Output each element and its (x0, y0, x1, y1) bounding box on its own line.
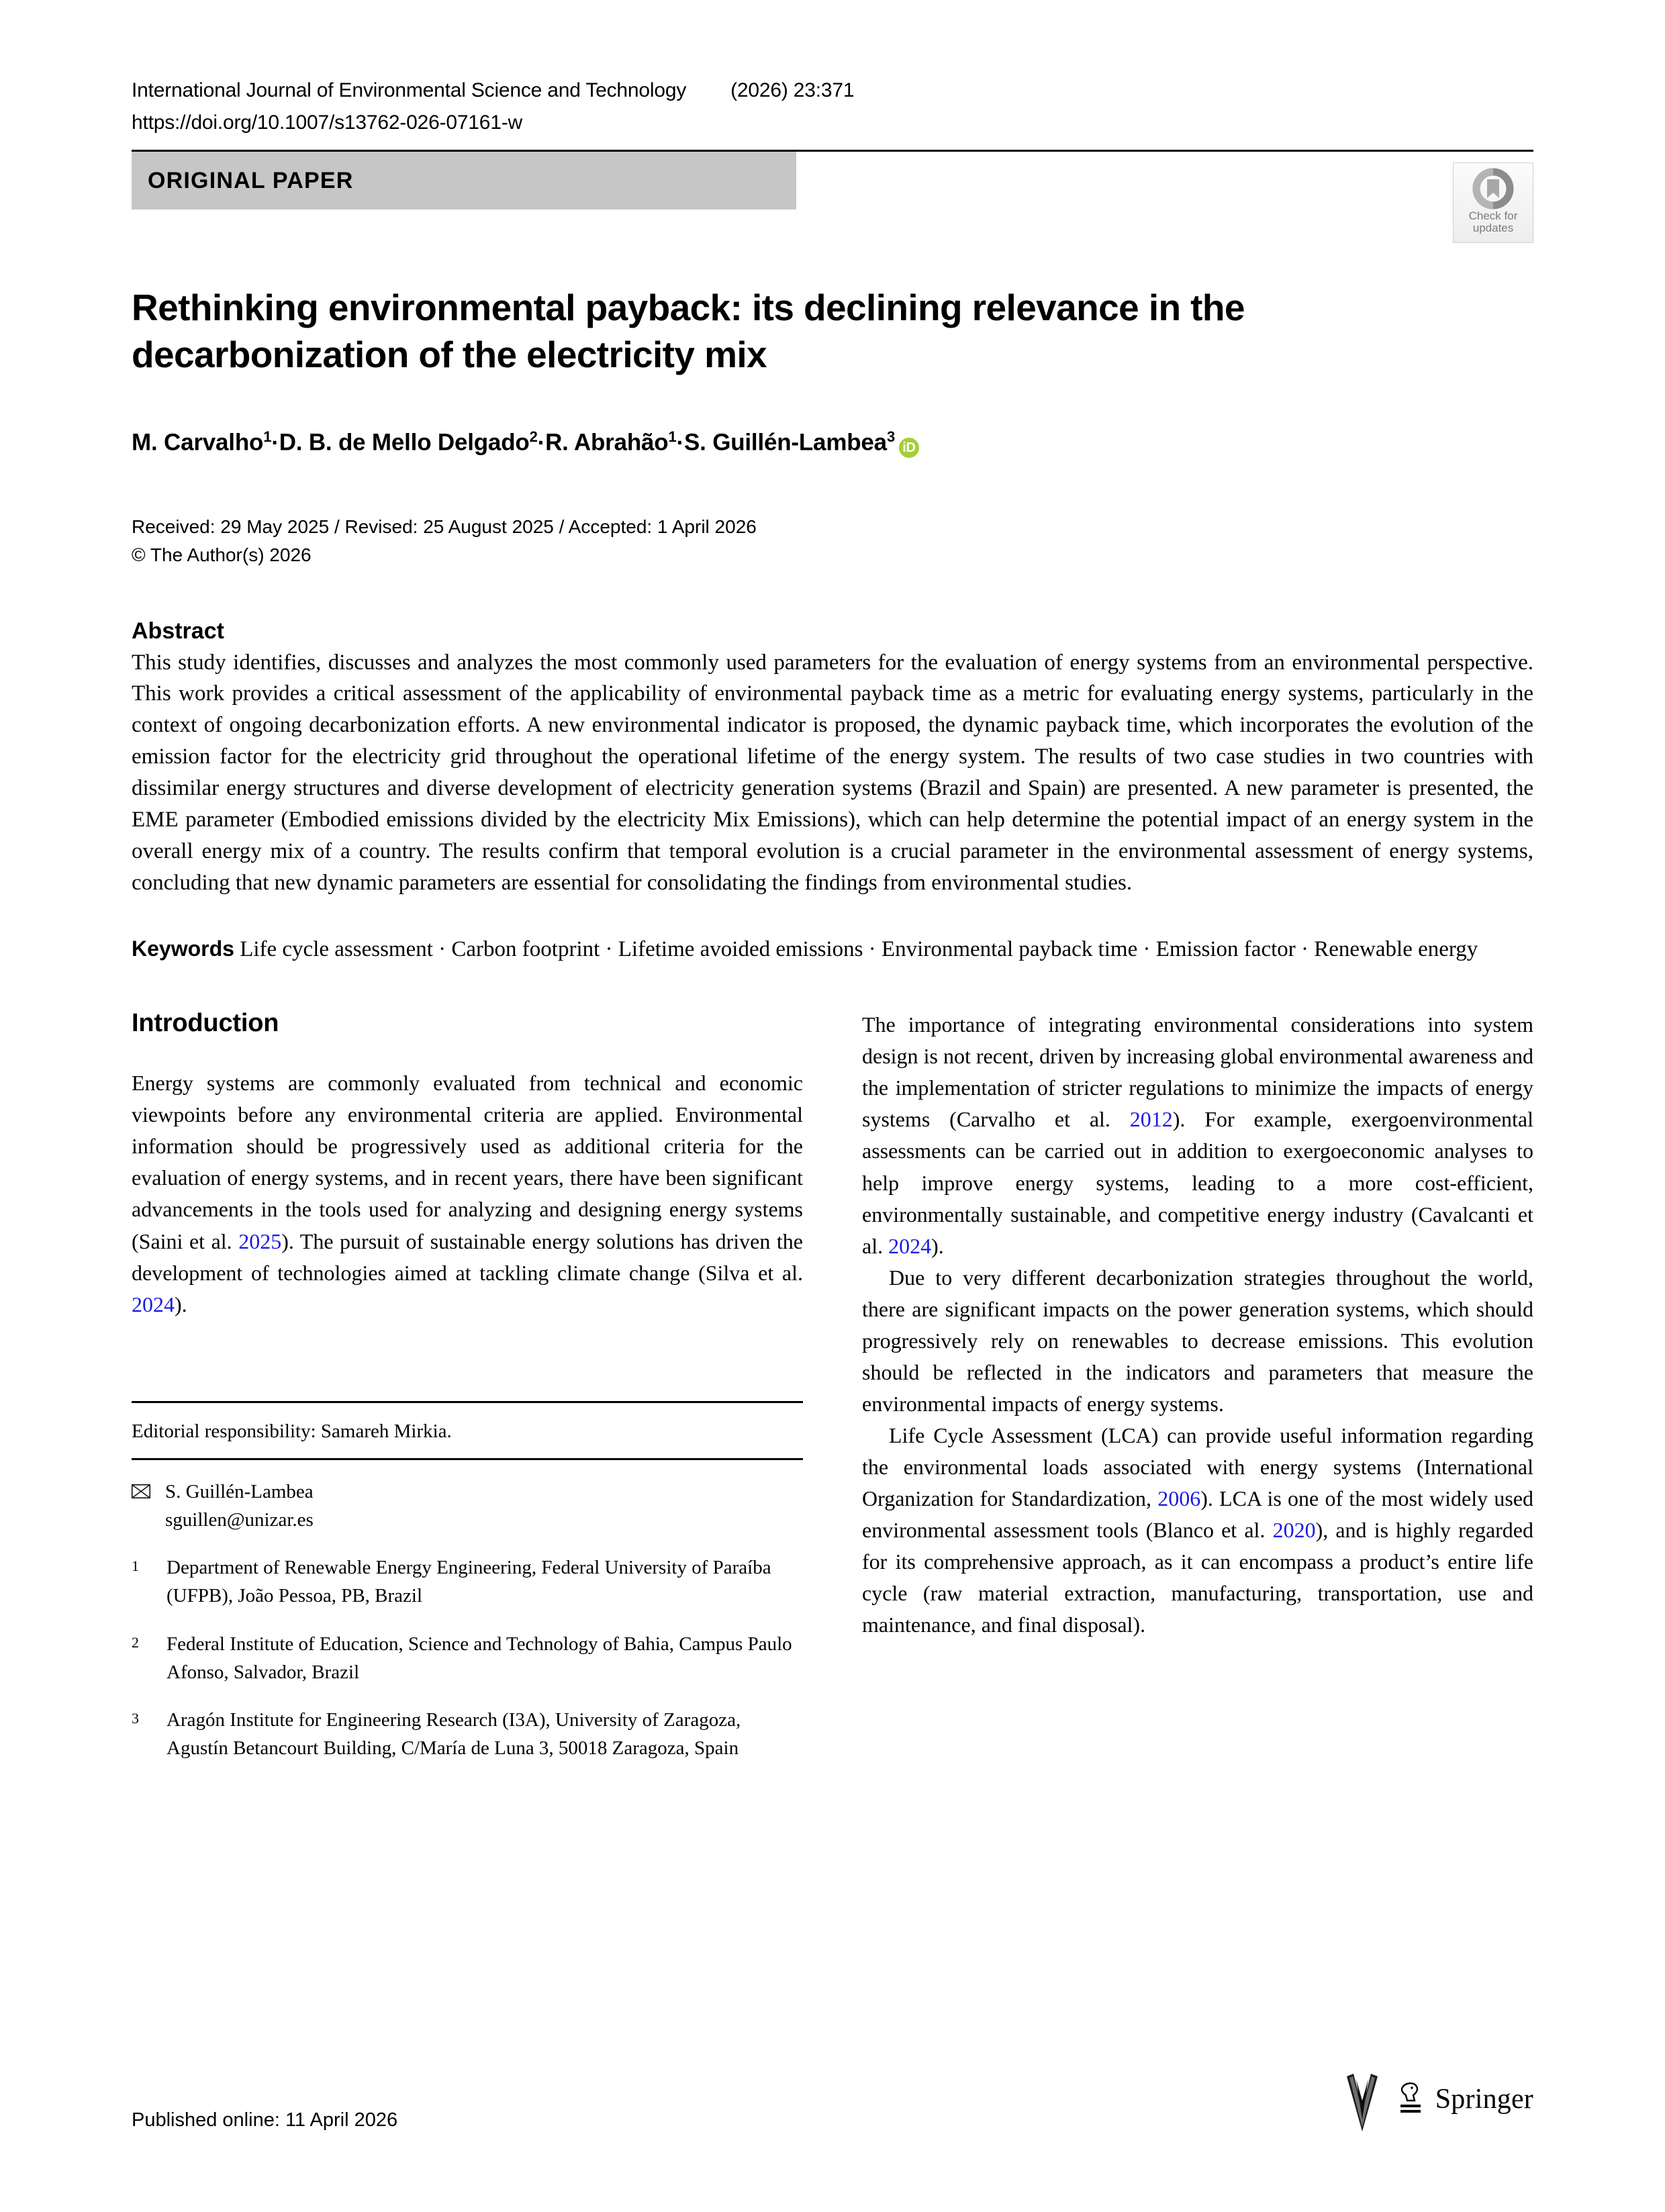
journal-issue: (2026) 23:371 (730, 79, 855, 101)
keywords-label: Keywords (132, 936, 234, 961)
citation-link[interactable]: 2025 (238, 1229, 282, 1253)
article-type-banner: ORIGINAL PAPER (132, 152, 796, 209)
author-name: R. Abrahão$^1$ (545, 428, 677, 456)
left-column (132, 1009, 803, 1762)
envelope-icon (132, 1484, 150, 1498)
author-separator: · (271, 429, 279, 456)
springer-horse-icon (1394, 2080, 1426, 2118)
abstract-body: This study identifies, discusses and analyzes the most commonly used parameters for the evaluation of energy systems from an environmental perspective. This work provides a critical assessment of the applicability of environmental payback time as a metric for evaluating energy systems, particularly in the context of ongoing decarbonization efforts. A new environmental indicator is proposed, the dynamic payback time, which incorporates the evolution of the emission factor for the electricity grid throughout the operational lifetime of the energy system. The results of two case studies in two countries with dissimilar energy structures and diverse development of electricity generation systems (Brazil and Spain) are presented. A new parameter is presented, the EME parameter (Embodied emissions divided by the electricity Mix Emissions), which can help determine the potential impact of an energy system in the overall energy mix of a country. The results confirm that temporal evolution is a crucial parameter in the environmental assessment of energy systems, concluding that new dynamic parameters are essential for consolidating the findings from environmental studies. (132, 650, 1533, 895)
author-affiliation-marker: 2 (529, 428, 538, 445)
abstract-heading: Abstract (132, 618, 224, 644)
affiliation-list (132, 1554, 803, 1763)
corresponding-author-email[interactable]: sguillen@unizar.es (165, 1509, 314, 1531)
footnote-divider-mid (132, 1458, 803, 1460)
text-run: Life Cycle Assessment (LCA) can provide useful information regarding the environmental loads associated with energy systems (International Organization for Standardization, (862, 1423, 1533, 1510)
author-separator: · (676, 429, 684, 456)
page-title: Rethinking environmental payback: its declining relevance in the decarbonization of the electricity mix (132, 287, 1245, 376)
text-run: ). For example, exergoenvironmental assessments can be carried out in addition to exergoeconomic analyses to help improve energy systems, leading to a more cost-efficient, environmentally sustainable, and competitive energy industry (Cavalcanti et al. (862, 1107, 1534, 1258)
received-revised-accepted: Received: 29 May 2025 / Revised: 25 August 2025 / Accepted: 1 April 2026 (132, 516, 757, 537)
citation-link[interactable]: 2024 (888, 1233, 932, 1258)
affiliation-number: 3 (132, 1710, 139, 1727)
banner-row (132, 152, 1533, 234)
affiliation-item (132, 1554, 803, 1610)
affiliation-text: Aragón Institute for Engineering Research (I3A), University of Zaragoza, Agustín Betancourt Building, C/María de Luna 3, 50018 Zaragoza, Spain (166, 1709, 741, 1760)
author-name: D. B. de Mello Delgado$^2$ (279, 428, 538, 456)
keywords-section (132, 934, 1533, 965)
citation-link[interactable]: 2012 (1129, 1107, 1173, 1132)
publication-dates (132, 513, 1533, 570)
crossmark-icon (1472, 168, 1514, 209)
journal-header (132, 75, 1533, 138)
affiliation-text: Department of Renewable Energy Engineering, Federal University of Paraíba (UFPB), João Pessoa, PB, Brazil (166, 1557, 771, 1607)
journal-doi-link[interactable]: https://doi.org/10.1007/s13762-026-07161-w (132, 111, 523, 134)
page-footer (132, 2067, 1533, 2131)
springer-wordmark: Springer (1435, 2084, 1533, 2115)
editorial-responsibility: Editorial responsibility: Samareh Mirkia. (132, 1420, 452, 1442)
author-separator: · (537, 429, 546, 456)
author-list (132, 428, 1533, 456)
published-online-date: Published online: 11 April 2026 (132, 2109, 398, 2131)
author-affiliation-marker: 1 (668, 428, 677, 445)
introduction-right-text (862, 1009, 1533, 1641)
text-run: ). LCA is one of the most widely used environmental assessment tools (Blanco et al. (862, 1486, 1534, 1542)
introduction-heading: Introduction (132, 1009, 279, 1038)
citation-link[interactable]: 2006 (1157, 1486, 1201, 1510)
paragraph (862, 1420, 1533, 1641)
text-run: Due to very different decarbonization strategies throughout the world, there are significant impacts on the power generation systems, which should progressively rely on renewables to decrease emissions. This evolution should be reflected in the indicators and parameters that measure the environmental impacts of energy systems. (862, 1265, 1533, 1416)
introduction-left-text (132, 1067, 803, 1320)
author-name: S. Guillén-Lambea$^3$ (684, 428, 895, 456)
text-run: The importance of integrating environmental considerations into system design is not recent, driven by increasing global environmental awareness and the implementation of stricter regulations to minimize the impacts of energy systems (Carvalho et al. (862, 1012, 1533, 1132)
affiliation-number: 2 (132, 1633, 139, 1651)
paragraph (862, 1262, 1533, 1420)
orcid-icon[interactable]: iD (899, 438, 919, 458)
corresponding-author-name: S. Guillén-Lambea (165, 1481, 314, 1503)
springer-logo (1340, 2067, 1533, 2131)
check-updates-line1: Check for (1468, 209, 1518, 223)
author-affiliation-marker: 1 (263, 428, 272, 445)
copyright-line: © The Author(s) 2026 (132, 544, 312, 566)
text-run: ), and is highly regarded for its comprehensive approach, as it can encompass a product’s entire life cycle (raw material extraction, manufacturing, transportation, use and maintenance, and final disposal). (862, 1517, 1534, 1637)
abstract-section (132, 618, 1533, 899)
affiliation-item (132, 1706, 803, 1763)
citation-link[interactable]: 2020 (1272, 1517, 1316, 1542)
keywords-list: Life cycle assessment · Carbon footprint · Lifetime avoided emissions · Environmental payback time · Emission factor · Renewable energy (234, 936, 1478, 961)
right-column (862, 1009, 1533, 1641)
affiliation-text: Federal Institute of Education, Science and Technology of Bahia, Campus Paulo Afonso, Salvador, Brazil (166, 1633, 792, 1683)
corresponding-author (132, 1478, 803, 1534)
text-run: ). The pursuit of sustainable energy solutions has driven the development of technologies aimed at tackling climate change (Silva et al. (132, 1229, 803, 1285)
paragraph (132, 1067, 803, 1320)
springer-bird-icon (1340, 2067, 1384, 2131)
text-run: Energy systems are commonly evaluated from technical and economic viewpoints before any environmental criteria are applied. Environmental information should be progressively used as additional criteria for the evaluation of energy systems, and in recent years, there have been significant advancements in the tools used for analyzing and designing energy systems (Saini et al. (132, 1071, 803, 1253)
author-affiliation-marker: 3 (886, 428, 895, 445)
paragraph (862, 1009, 1533, 1261)
citation-link[interactable]: 2024 (132, 1292, 175, 1316)
check-updates-line2: updates (1472, 221, 1514, 234)
text-run: ). (175, 1292, 187, 1316)
check-for-updates-badge[interactable] (1453, 162, 1533, 243)
author-name: M. Carvalho$^1$ (132, 428, 272, 456)
journal-name: International Journal of Environmental Science and Technology (132, 79, 687, 101)
body-columns (132, 1009, 1533, 1762)
affiliation-item (132, 1631, 803, 1687)
affiliation-number: 1 (132, 1557, 139, 1575)
text-run: ). (931, 1233, 944, 1258)
footnotes-block (132, 1401, 803, 1763)
